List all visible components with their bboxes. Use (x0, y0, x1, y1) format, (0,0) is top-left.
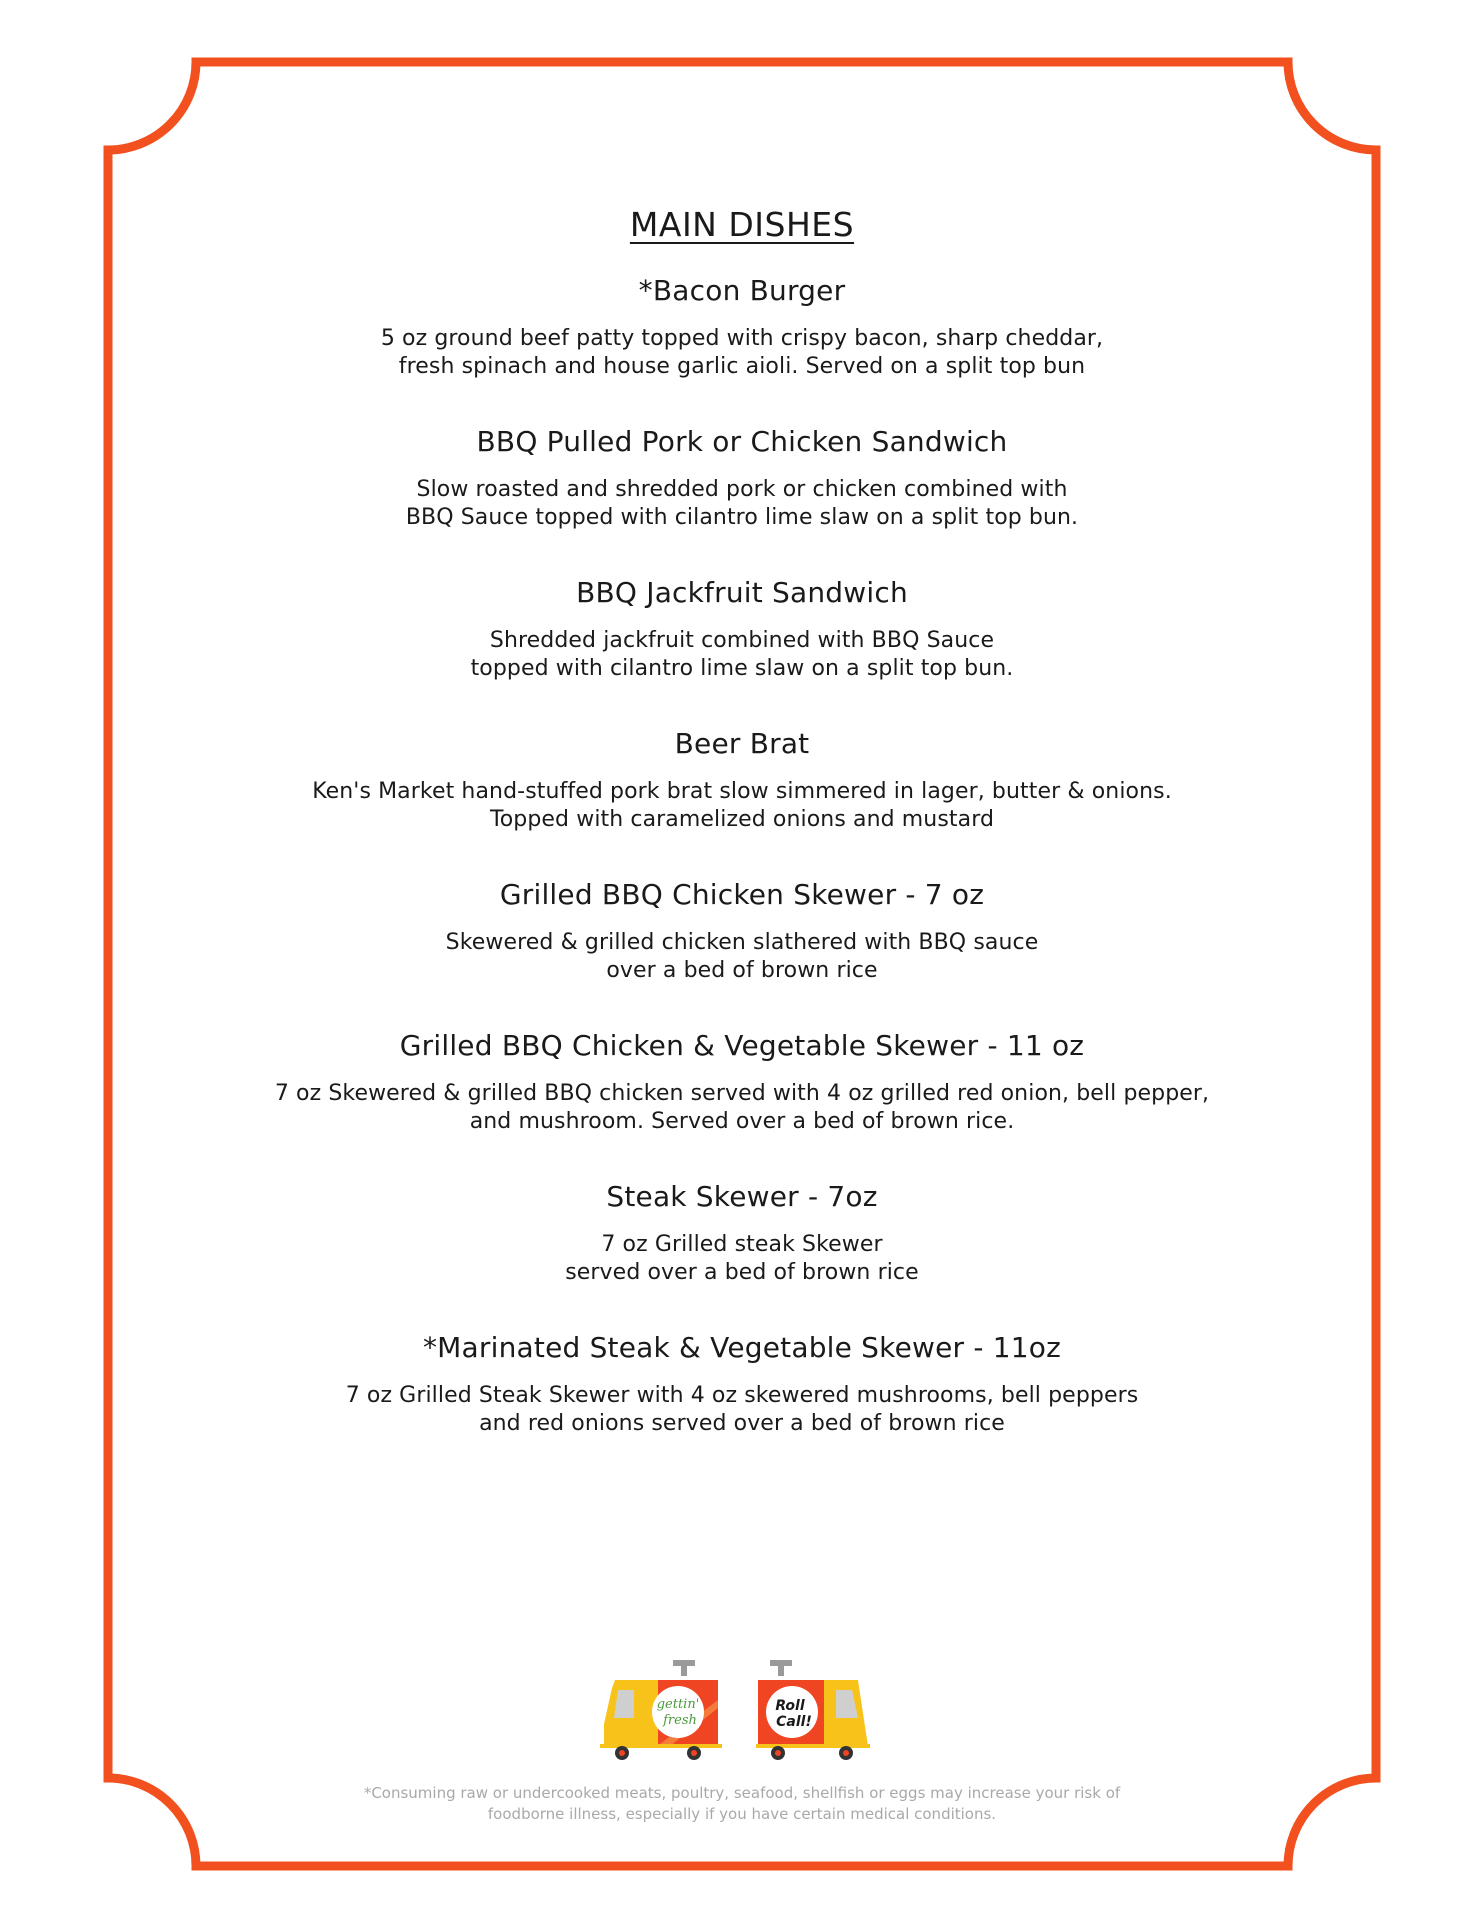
description-line: and mushroom. Served over a bed of brown rice. (469, 1109, 1015, 1134)
disclaimer-line: foodborne illness, especially if you have certain medical conditions. (487, 1805, 997, 1823)
description-line: over a bed of brown rice (606, 958, 878, 983)
menu-item-name: Grilled BBQ Chicken Skewer - 7 oz (499, 878, 985, 911)
menu-item-description (150, 476, 1334, 532)
menu-item-name: Grilled BBQ Chicken & Vegetable Skewer - 11 oz (399, 1029, 1085, 1062)
description-line: topped with cilantro lime slaw on a split top bun. (470, 656, 1014, 681)
disclaimer-line: *Consuming raw or undercooked meats, poultry, seafood, shellfish or eggs may increase your risk of (363, 1784, 1121, 1802)
logo-text: fresh (663, 1713, 697, 1728)
logo-text: Call! (776, 1714, 812, 1730)
menu-item-name: BBQ Pulled Pork or Chicken Sandwich (476, 425, 1008, 458)
menu-item-name: Steak Skewer - 7oz (606, 1180, 878, 1213)
description-line: 7 oz Grilled Steak Skewer with 4 oz skewered mushrooms, bell peppers (345, 1383, 1139, 1408)
description-line: served over a bed of brown rice (565, 1260, 919, 1285)
page-title: MAIN DISHES (629, 205, 855, 244)
description-line: BBQ Sauce topped with cilantro lime slaw on a split top bun. (405, 505, 1079, 530)
description-line: Ken's Market hand-stuffed pork brat slow simmered in lager, butter & onions. (312, 779, 1172, 804)
roll-call-truck-logo (756, 1660, 870, 1760)
menu-item-description (150, 929, 1334, 985)
food-safety-disclaimer (290, 1783, 1194, 1825)
menu-item-description (150, 1080, 1334, 1136)
description-line: 7 oz Grilled steak Skewer (601, 1232, 883, 1257)
logo-text: gettin' (656, 1697, 700, 1712)
menu-item-name: *Marinated Steak & Vegetable Skewer - 11oz (422, 1331, 1062, 1364)
menu-item-description (150, 778, 1334, 834)
description-line: Shredded jackfruit combined with BBQ Sauce (489, 628, 995, 653)
gettin-fresh-truck-logo (600, 1660, 722, 1760)
menu-item-name: *Bacon Burger (638, 274, 846, 307)
menu-item (150, 425, 1334, 532)
menu-item (150, 1180, 1334, 1287)
description-line: 5 oz ground beef patty topped with crispy bacon, sharp cheddar, (380, 326, 1104, 351)
menu-item (150, 274, 1334, 381)
menu-item-description (150, 325, 1334, 381)
menu-item (150, 576, 1334, 683)
description-line: Topped with caramelized onions and mustard (489, 807, 995, 832)
description-line: Slow roasted and shredded pork or chicken combined with (416, 477, 1068, 502)
menu-content (150, 205, 1334, 1482)
menu-item (150, 878, 1334, 985)
menu-item (150, 1029, 1334, 1136)
food-truck-logos (600, 1660, 890, 1760)
menu-item (150, 727, 1334, 834)
description-line: Skewered & grilled chicken slathered with BBQ sauce (445, 930, 1039, 955)
menu-item-name: BBQ Jackfruit Sandwich (576, 576, 908, 609)
menu-item-description (150, 1231, 1334, 1287)
menu-item-description (150, 1382, 1334, 1438)
logo-text: Roll (775, 1698, 805, 1714)
description-line: and red onions served over a bed of brown rice (479, 1411, 1005, 1436)
menu-item-name: Beer Brat (674, 727, 810, 760)
menu-item (150, 1331, 1334, 1438)
description-line: fresh spinach and house garlic aioli. Served on a split top bun (398, 354, 1086, 379)
description-line: 7 oz Skewered & grilled BBQ chicken served with 4 oz grilled red onion, bell pepper, (274, 1081, 1210, 1106)
menu-item-description (150, 627, 1334, 683)
